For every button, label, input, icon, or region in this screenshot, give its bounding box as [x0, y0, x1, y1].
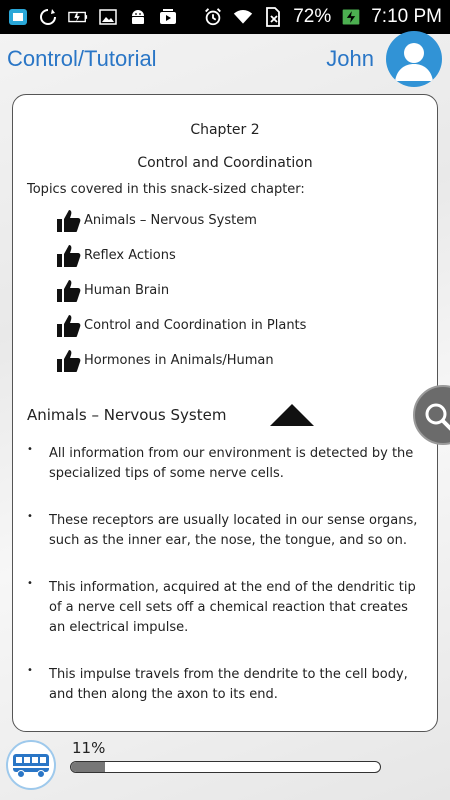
user-avatar-icon[interactable] — [386, 31, 442, 87]
bus-button[interactable] — [6, 740, 56, 790]
bullet-item — [27, 511, 423, 551]
battery-charging-icon — [341, 7, 361, 27]
progress-percent: 11% — [72, 739, 106, 757]
sync-icon — [38, 7, 58, 27]
thumbs-up-icon — [56, 348, 82, 374]
media-icon — [158, 7, 178, 27]
bullet-list — [27, 444, 423, 705]
chapter-title: Control and Coordination — [137, 155, 313, 171]
topic-label: Control and Coordination in Plants — [84, 318, 307, 333]
app-header — [0, 34, 450, 90]
bullet-dot-icon: • — [27, 578, 33, 589]
bullet-item — [27, 444, 423, 484]
topic-label: Hormones in Animals/Human — [84, 353, 274, 368]
no-sim-icon — [263, 7, 283, 27]
progress-bar — [70, 761, 381, 773]
bullet-text: This impulse travels from the dendrite to the cell body, and then along the axon to its end. — [49, 667, 408, 702]
section-header — [27, 400, 423, 430]
collapse-arrow-up-icon[interactable] — [270, 404, 314, 426]
page-title: Control/Tutorial — [7, 46, 157, 71]
topic-item[interactable] — [56, 238, 423, 273]
progress-fill — [71, 762, 105, 772]
topic-label: Animals – Nervous System — [84, 213, 257, 228]
thumbs-up-icon — [56, 278, 82, 304]
bullet-item — [27, 665, 423, 705]
topic-item[interactable] — [56, 343, 423, 378]
alarm-icon — [203, 7, 223, 27]
content-card[interactable] — [12, 94, 438, 732]
search-icon — [423, 401, 450, 433]
chapter-number: Chapter 2 — [190, 122, 260, 138]
topics-intro: Topics covered in this snack-sized chapter: — [27, 182, 305, 197]
thumbs-up-icon — [56, 313, 82, 339]
bullet-item — [27, 578, 423, 638]
thumbs-up-icon — [56, 208, 82, 234]
bullet-text: This information, acquired at the end of the dendritic tip of a nerve cell sets off a chemical reaction that creates an electrical impulse. — [49, 580, 416, 635]
topic-label: Human Brain — [84, 283, 170, 298]
status-bar — [0, 0, 450, 34]
thumbs-up-icon — [56, 243, 82, 269]
topic-item[interactable] — [56, 203, 423, 238]
topic-label: Reflex Actions — [84, 248, 176, 263]
bullet-text: All information from our environment is detected by the specialized tips of some nerve cells. — [49, 446, 414, 481]
user-name[interactable]: John — [326, 46, 374, 71]
bus-icon — [11, 750, 51, 780]
topic-item[interactable] — [56, 308, 423, 343]
bullet-dot-icon: • — [27, 511, 33, 522]
battery-percent: 72% — [293, 6, 332, 27]
status-bar-left — [8, 7, 178, 27]
wifi-icon — [233, 7, 253, 27]
status-bar-right — [203, 6, 442, 28]
clock: 7:10 PM — [371, 6, 442, 27]
app-icon — [8, 7, 28, 27]
bullet-text: These receptors are usually located in our sense organs, such as the inner ear, the nose, the tongue, and so on. — [49, 513, 418, 548]
bullet-dot-icon: • — [27, 665, 33, 676]
android-icon — [128, 7, 148, 27]
bullet-dot-icon: • — [27, 444, 33, 455]
section-title: Animals – Nervous System — [27, 406, 227, 424]
topic-item[interactable] — [56, 273, 423, 308]
topic-list — [56, 203, 423, 378]
battery-saver-icon — [68, 7, 88, 27]
image-icon — [98, 7, 118, 27]
card-content — [13, 122, 437, 705]
